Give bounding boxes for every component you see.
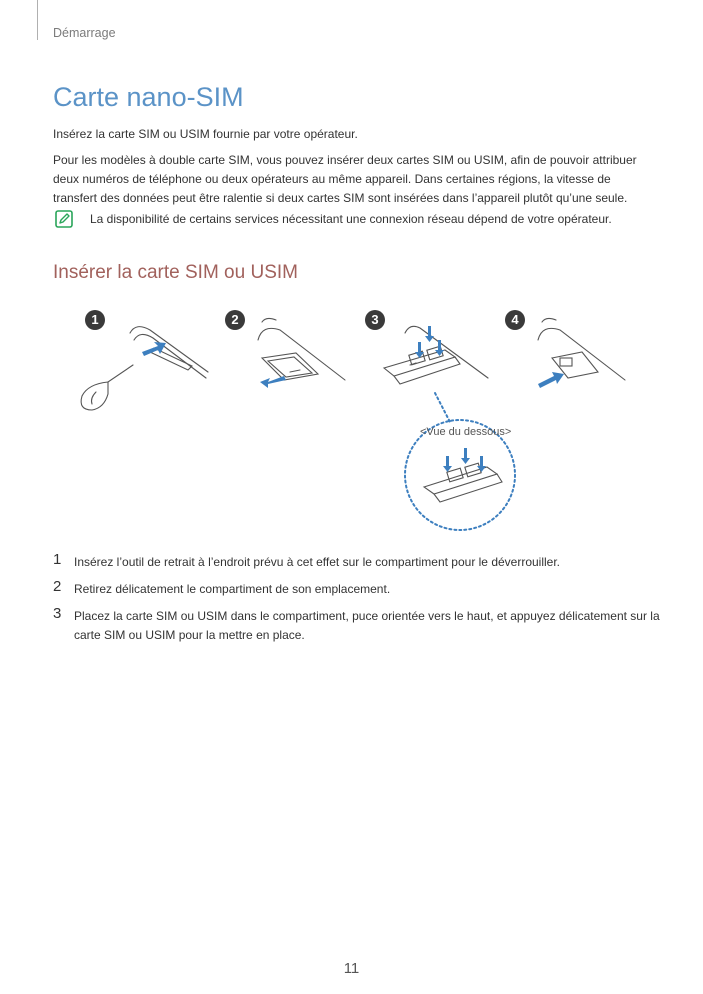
step-text: Insérez l’outil de retrait à l’endroit prévu à cet effet sur le compartiment pour le déverrouiller. xyxy=(74,555,561,569)
press-arrow-underside xyxy=(446,456,449,466)
section-heading: Insérer la carte SIM ou USIM xyxy=(53,262,298,283)
step-number: 3 xyxy=(53,605,62,622)
pull-arrow-2 xyxy=(260,376,286,388)
page-number: 11 xyxy=(343,960,360,977)
note-text: La disponibilité de certains services nécessitant une connexion réseau dépend de votre opérateur. xyxy=(90,212,612,226)
step-number: 2 xyxy=(53,578,62,595)
device-edge-4 xyxy=(538,318,625,380)
list-item xyxy=(53,553,663,572)
press-arrow-3a xyxy=(428,326,431,336)
dual-sim-paragraph: Pour les modèles à double carte SIM, vous pouvez insérer deux cartes SIM ou USIM, afin de pouvoir attribuer deux numéros de téléphone ou deux opérateurs au même appareil. Dans certaines régions, la vitesse de transfert des données peut être ralentie si deux cartes SIM sont insérées dans l’appareil plutôt qu’une seule. xyxy=(53,153,637,205)
step-text: Placez la carte SIM ou USIM dans le compartiment, puce orientée vers le haut, et appuyez délicatement sur la carte SIM ou USIM pour la mettre en place. xyxy=(74,609,660,642)
list-item xyxy=(53,607,663,645)
step-badge-2: 2 xyxy=(225,310,245,330)
device-edge-1 xyxy=(130,327,208,378)
step-badge-4: 4 xyxy=(505,310,525,330)
step-badge-3: 3 xyxy=(365,310,385,330)
step-text: Retirez délicatement le compartiment de son emplacement. xyxy=(74,582,391,596)
step-number: 1 xyxy=(53,551,62,568)
intro-paragraph: Insérez la carte SIM ou USIM fournie par votre opérateur. xyxy=(53,127,358,141)
instruction-list xyxy=(53,553,663,653)
running-head: Démarrage xyxy=(53,26,116,40)
step-badge-1: 1 xyxy=(85,310,105,330)
underside-label: <Vue du dessous> xyxy=(420,426,512,438)
sim-tray-underside xyxy=(424,463,502,502)
page-title: Carte nano-SIM xyxy=(53,82,244,112)
sim-tray-3 xyxy=(384,326,488,384)
device-edge-2 xyxy=(258,318,345,380)
list-item xyxy=(53,580,663,599)
insert-arrow-4 xyxy=(538,372,564,388)
ejection-pin-icon xyxy=(81,365,133,410)
